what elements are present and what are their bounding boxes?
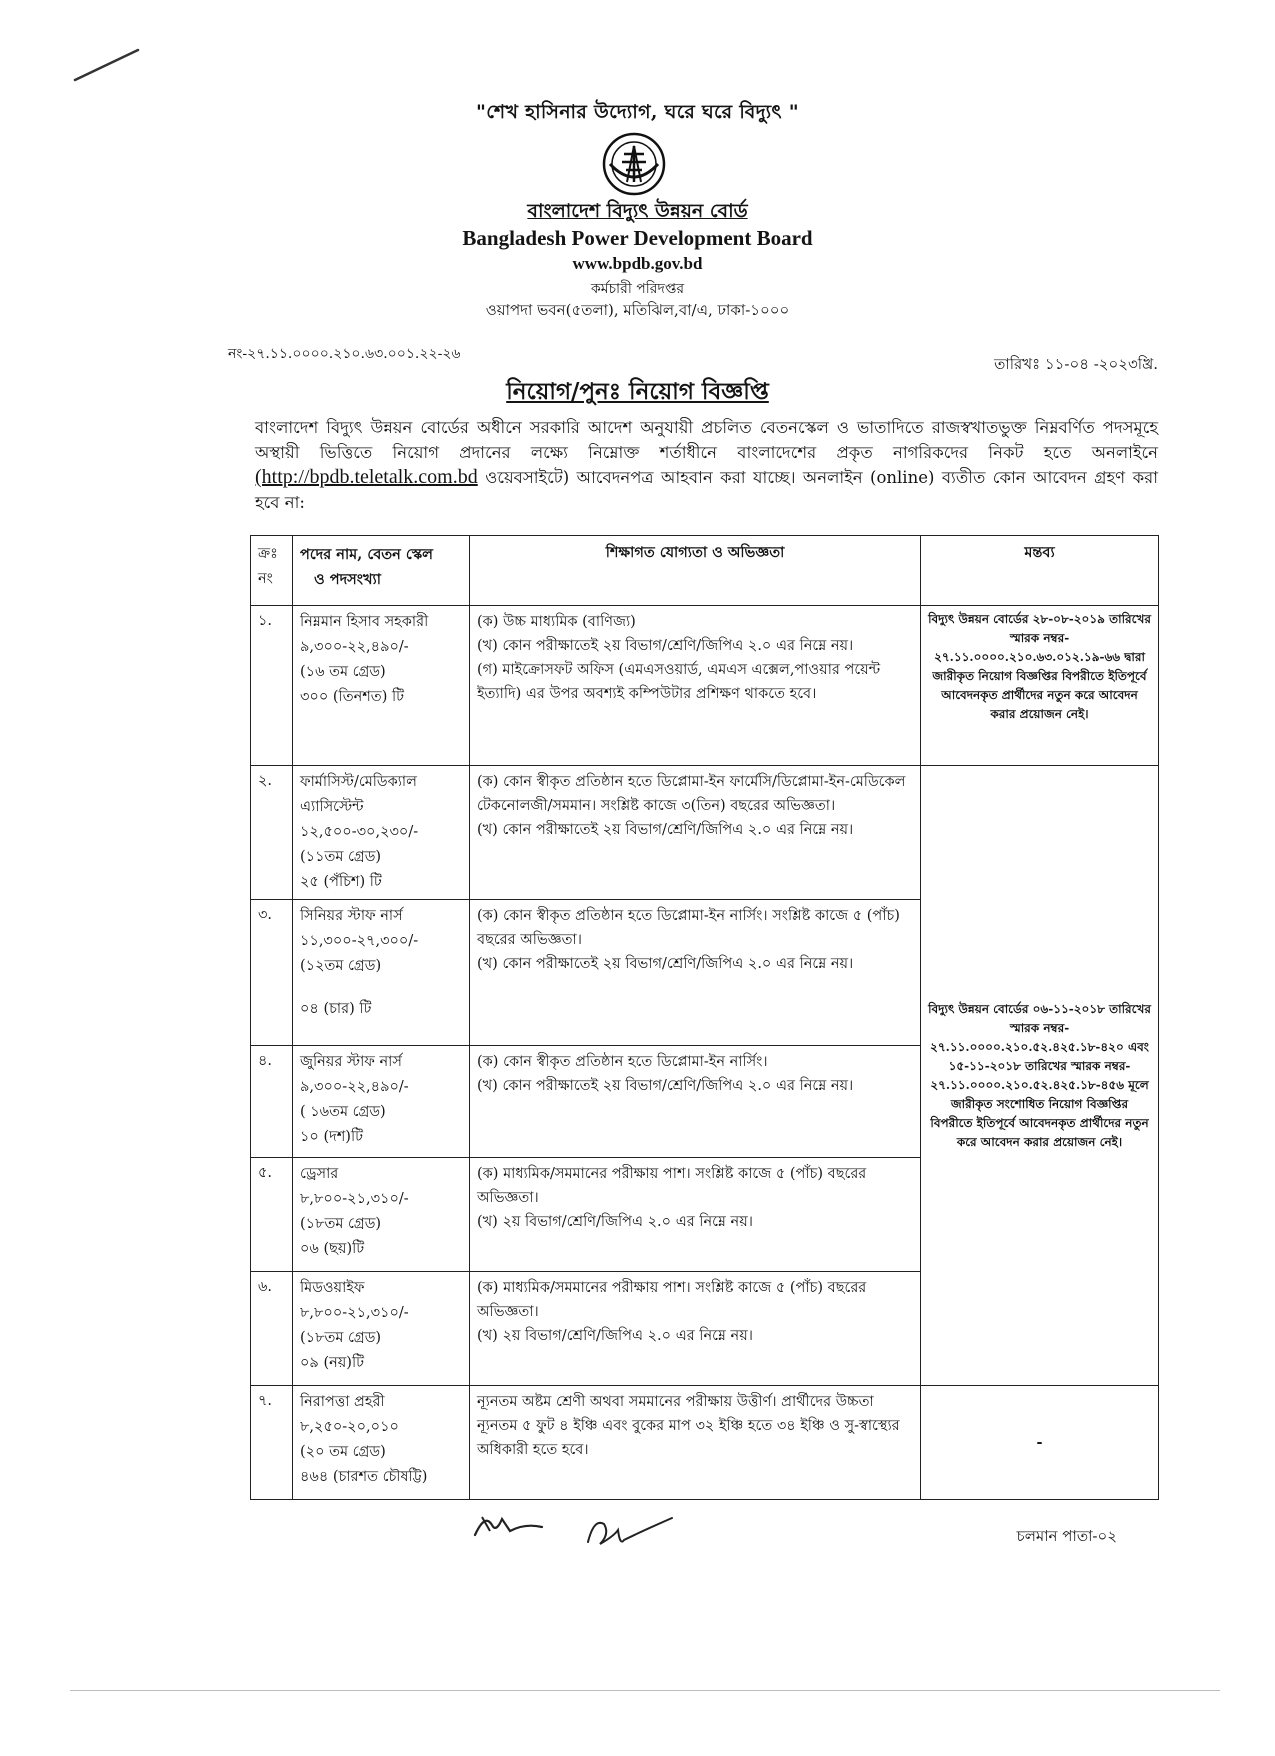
issue-date: তারিখঃ ১১-০৪ -২০২৩খ্রি.	[994, 355, 1158, 373]
page-title: নিয়োগ/পুনঃ নিয়োগ বিজ্ঞপ্তি	[506, 378, 769, 405]
org-department: কর্মচারী পরিদপ্তর	[590, 281, 685, 297]
col-serial-header: ক্রঃ নং	[251, 536, 293, 606]
row-remarks-merged: বিদ্যুৎ উন্নয়ন বোর্ডের ০৬-১১-২০১৮ তারিখের স্মারক নম্বর- ২৭.১১.০০০০.২১০.৫২.৪২৫.১৮-৪২০ এবং ১৫-১১-২০১৮ তারিখের স্মারক নম্বর- ২৭.১১.০০০০.২১০.৫২.৪২৫.১৮-৪৫৬ মূলে জারীকৃত সংশোধিত নিয়োগ বিজ্ঞপ্তির বিপরীতে ইতিপূর্বে আবেদনকৃত প্রার্থীদের নতুন করে আবেদন করার প্রয়োজন নেই।	[921, 766, 1159, 1386]
row-post: ফার্মাসিস্ট/মেডিক্যাল এ্যাসিস্টেন্ট ১২,৫০০-৩০,২৩০/- (১১তম গ্রেড) ২৫ (পঁচিশ) টি	[293, 766, 470, 900]
row-post: নিরাপত্তা প্রহরী ৮,২৫০-২০,০১০ (২০ তম গ্রেড) ৪৬৪ (চারশত চৌষট্টি)	[293, 1386, 470, 1500]
col-remarks-header: মন্তব্য	[921, 536, 1159, 606]
row-serial: ৭.	[251, 1386, 293, 1500]
row-education: (ক) মাধ্যমিক/সমমানের পরীক্ষায় পাশ। সংশ্লিষ্ট কাজে ৫ (পাঁচ) বছরের অভিজ্ঞতা। (খ) ২য় বিভাগ/শ্রেণি/জিপিএ ২.০ এর নিম্নে নয়।	[470, 1158, 921, 1272]
row-serial: ৩.	[251, 900, 293, 1046]
row-education: ন্যূনতম অষ্টম শ্রেণী অথবা সমমানের পরীক্ষায় উত্তীর্ণ। প্রার্থীদের উচ্চতা ন্যূনতম ৫ ফুট ৪ ইঞ্চি এবং বুকের মাপ ৩২ ইঞ্চি হতে ৩৪ ইঞ্চি ও সু-স্বাস্থ্যের অধিকারী হতে হবে।	[470, 1386, 921, 1500]
table-row	[251, 766, 1159, 900]
row-remarks: -	[921, 1386, 1159, 1500]
org-name-bn: বাংলাদেশ বিদ্যুৎ উন্নয়ন বোর্ড	[527, 200, 748, 222]
signature-1	[470, 1505, 550, 1545]
intro-paragraph: বাংলাদেশ বিদ্যুৎ উন্নয়ন বোর্ডের অধীনে সরকারি আদেশ অনুযায়ী প্রচলিত বেতনস্কেল ও ভাতাদিতে রাজস্বখাতভুক্ত নিম্নবর্ণিত পদসমূহে অস্থায়ী ভিত্তিতে নিয়োগ প্রদানের লক্ষ্যে নিম্নোক্ত শর্তাধীনে বাংলাদেশের প্রকৃত নাগরিকদের নিকট হতে অনলাইনে (http://bpdb.teletalk.com.bd ওয়েবসাইটে) আবেদনপত্র আহবান করা যাচ্ছে। অনলাইন (online) ব্যতীত কোন আবেদন গ্রহণ করা হবে না:	[255, 418, 1158, 512]
pen-mark	[72, 45, 142, 85]
row-post: মিডওয়াইফ ৮,৮০০-২১,৩১০/- (১৮তম গ্রেড) ০৯ (নয়)টি	[293, 1272, 470, 1386]
row-serial: ৫.	[251, 1158, 293, 1272]
row-remarks: বিদ্যুৎ উন্নয়ন বোর্ডের ২৮-০৮-২০১৯ তারিখের স্মারক নম্বর- ২৭.১১.০০০০.২১০.৬৩.০১২.১৯-৬৬ দ্বারা জারীকৃত নিয়োগ বিজ্ঞপ্তির বিপরীতে ইতিপূর্বে আবেদনকৃত প্রার্থীদের নতুন করে আবেদন করার প্রয়োজন নেই।	[921, 606, 1159, 766]
memo-number: নং-২৭.১১.০০০০.২১০.৬৩.০০১.২২-২৬	[228, 346, 461, 362]
row-post: সিনিয়র স্টাফ নার্স ১১,৩০০-২৭,৩০০/- (১২তম গ্রেড) ০৪ (চার) টি	[293, 900, 470, 1046]
row-post: নিম্নমান হিসাব সহকারী ৯,৩০০-২২,৪৯০/- (১৬ তম গ্রেড) ৩০০ (তিনশত) টি	[293, 606, 470, 766]
row-serial: ৬.	[251, 1272, 293, 1386]
slogan: "শেখ হাসিনার উদ্যোগ, ঘরে ঘরে বিদ্যুৎ "	[476, 101, 799, 123]
org-name-en: Bangladesh Power Development Board	[462, 226, 813, 250]
row-post: জুনিয়র স্টাফ নার্স ৯,৩০০-২২,৪৯০/- ( ১৬তম গ্রেড) ১০ (দশ)টি	[293, 1046, 470, 1158]
row-post: ড্রেসার ৮,৮০০-২১,৩১০/- (১৮তম গ্রেড) ০৬ (ছয়)টি	[293, 1158, 470, 1272]
row-education: (ক) কোন স্বীকৃত প্রতিষ্ঠান হতে ডিপ্লোমা-ইন নার্সিং। সংশ্লিষ্ট কাজে ৫ (পাঁচ) বছরের অভিজ্ঞতা। (খ) কোন পরীক্ষাতেই ২য় বিভাগ/শ্রেণি/জিপিএ ২.০ এর নিম্নে নয়।	[470, 900, 921, 1046]
row-education: (ক) উচ্চ মাধ্যমিক (বাণিজ্য) (খ) কোন পরীক্ষাতেই ২য় বিভাগ/শ্রেণি/জিপিএ ২.০ এর নিম্নে নয়। (গ) মাইক্রোসফট অফিস (এমএসওয়ার্ড, এমএস এক্সেল,পাওয়ার পয়েন্ট ইত্যাদি) এর উপর অবশ্যই কম্পিউটার প্রশিক্ষণ থাকতে হবে।	[470, 606, 921, 766]
org-address: ওয়াপদা ভবন(৫তলা), মতিঝিল,বা/এ, ঢাকা-১০০০	[485, 301, 790, 319]
row-education: (ক) কোন স্বীকৃত প্রতিষ্ঠান হতে ডিপ্লোমা-ইন ফার্মেসি/ডিপ্লোমা-ইন-মেডিকেল টেকনোলজী/সমমান। সংশ্লিষ্ট কাজে ৩(তিন) বছরের অভিজ্ঞতা। (খ) কোন পরীক্ষাতেই ২য় বিভাগ/শ্রেণি/জিপিএ ২.০ এর নিম্নে নয়।	[470, 766, 921, 900]
row-education: (ক) মাধ্যমিক/সমমানের পরীক্ষায় পাশ। সংশ্লিষ্ট কাজে ৫ (পাঁচ) বছরের অভিজ্ঞতা। (খ) ২য় বিভাগ/শ্রেণি/জিপিএ ২.০ এর নিম্নে নয়।	[470, 1272, 921, 1386]
table-row	[251, 606, 1159, 766]
table-row	[251, 1386, 1159, 1500]
row-serial: ২.	[251, 766, 293, 900]
apply-link[interactable]: (http://bpdb.teletalk.com.bd	[255, 466, 478, 488]
scan-edge-line	[70, 1690, 1220, 1691]
signature-2	[580, 1512, 680, 1557]
table-header-row	[251, 536, 1159, 606]
vacancy-table	[250, 535, 1159, 1500]
col-post-header: পদের নাম, বেতন স্কেল ও পদসংখ্যা	[293, 536, 470, 606]
row-education: (ক) কোন স্বীকৃত প্রতিষ্ঠান হতে ডিপ্লোমা-ইন নার্সিং। (খ) কোন পরীক্ষাতেই ২য় বিভাগ/শ্রেণি/জিপিএ ২.০ এর নিম্নে নয়।	[470, 1046, 921, 1158]
col-education-header: শিক্ষাগত যোগ্যতা ও অভিজ্ঞতা	[470, 536, 921, 606]
org-website: www.bpdb.gov.bd	[572, 254, 703, 273]
bpdb-seal-icon	[602, 132, 666, 196]
row-serial: ১.	[251, 606, 293, 766]
continued-page-label: চলমান পাতা-০২	[1016, 1527, 1117, 1545]
row-serial: ৪.	[251, 1046, 293, 1158]
